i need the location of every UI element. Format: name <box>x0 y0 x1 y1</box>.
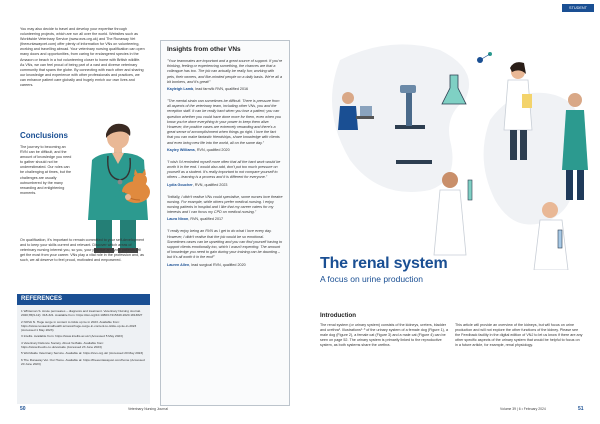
conclusions-paragraph-2: On qualification, it's important to remain committed to your self-development and to keep your skills current and relevant. Discover which areas of veterinary nursing interest you, so you, your practice and your patients will get the most from your career. VNs play a vital role in the profession and, as such, we all deserve to feel proud, motivated and empowered. <box>20 238 145 263</box>
reference-item: 2 NOVA N. Huge surge in content to tickle up tie in 2023. Available from: https://www.novaanimalhealth.ie/news/huge-surge-in-content-to-tickle-up-tie-in-2023 (Accessed 1 May 2023) <box>21 319 137 333</box>
conclusions-heading: Conclusions <box>20 131 69 140</box>
insight-quote: "I wish I'd reminded myself more often that all the hard work would be worth it in the end. I would also add, don't put too much pressure on yourself as a student. It's really important to not compare yourself to others – learning is a process and it is different for everyone." <box>167 159 281 180</box>
intro-column-1: The renal system (or urinary system) consists of the kidneys, ureters, bladder and urethra¹. Illustrations¹⁻³ of the urinary system of a female dog (Figure 1), a male dog (Figure 2), a female cat (Figure 3) and a male cat (Figure 4) can be seen on page 52. The urinary system is primarily linked to the reproductive system, as both systems share the urethra. <box>320 323 448 348</box>
reference-item: 1 Whiteman S. Acute permeates – diagnosis and treatment. Veterinary Nursing Journal. 2020;35(9-12): 318-321. Available from: https://doi.org/10.1080/17415349.2020.1813827 <box>21 309 143 318</box>
reference-item: 6 The Runaway Vet. Our Home. Available at: https://theeuntawayvet.com/home (Accessed 20 June 2023) <box>21 357 145 366</box>
insight-name: Kayleigh Lamb <box>167 87 194 92</box>
insight-role: , lead farm/ik RVN, qualified 2016 <box>193 87 249 92</box>
references-box <box>17 294 150 404</box>
insight-attribution <box>167 87 283 92</box>
insight-quote: "Initially, I didn't realise VNs could specialise, some nurses love theatre nursing. For example, while others prefer medical nursing. I enjoy nursing patients in hospital and I like that my career caters for my interests and I can focus my CPD on medical nursing." <box>167 194 283 215</box>
insight-attribution <box>167 263 283 268</box>
introduction-heading: Introduction <box>320 312 357 319</box>
insight-attribution <box>167 148 283 153</box>
insight-name: Laura Nixon <box>167 217 189 222</box>
insight-name: Kayley Williams <box>167 147 195 152</box>
insight-role: , RVN, qualified 2023 <box>192 182 228 187</box>
insight-quote: "Your teammates are important and a great source of support. If you're thinking, feeling or experiencing something, the chances are that a colleague has too. The job can actually be really fun; working with pets, their owners, and like-minded people on a daily basis. We're all a bit bonkers, and it's great!" <box>167 59 283 84</box>
vet-nurse-illustration <box>70 120 160 255</box>
reference-item: 3 Intellis. Available from: https://www.intellis.ac.uk/ (Accessed 5 May 2023) <box>21 334 123 339</box>
insight-role: , RVN, qualified 2020 <box>194 147 230 152</box>
right-page <box>300 0 600 424</box>
insight-attribution <box>167 217 283 222</box>
insight-attribution <box>167 183 283 188</box>
insights-box <box>160 40 290 406</box>
page-number: 50 <box>20 406 26 412</box>
insight-quote: "I really enjoy being an RVN as I get to do what I love every day. However, I didn't realise that the job would be so emotional. Sometimes cases can be upsetting and you can find yourself having to support clients emotionally too, which I wasn't expecting. The amount of knowledge you need to gain during your training can be daunting – but it's all worth it in the end!" <box>167 229 283 260</box>
article-subtitle: A focus on urine production <box>320 274 424 284</box>
insight-name: Lydia Goucher <box>167 182 193 187</box>
article-title: The renal system <box>320 255 448 272</box>
journal-name: Veterinary Nursing Journal <box>128 407 168 411</box>
page-number: 51 <box>578 406 584 412</box>
insight-quote: "The mental strain can sometimes be difficult. There is pressure from all aspects of the veterinary team, including other VNs, you and the reception staff. It can be really hard when you lose a patient; you can question whether you could have done more for them, even when you know you've done everything in your power to keep them alive. However, the positive cases are extremely rewarding and there's a great sense of accomplishment when things go right. I love the fact that you can make fantastic friendships, share knowledge with clients and even bring new life into the world, all on the same day." <box>167 99 281 145</box>
intro-paragraph: You may also decide to travel and develop your expertise through volunteering projects, which are run all over the world. Websites such as Worldwide Veterinary Service (www.wvs.org.uk) and The Runaway Vet (theeuntawayvet.com) offer plenty of information for VNs on volunteering, working and travelling abroad. Your veterinary nursing qualification can open many doors and opportunities, from caring for endangered species in the Amazon or beach in a hut volunteering closer to home with British wildlife. As VNs, we can feel proud of being part of a vast and diverse veterinary community that spans the globe. By connecting with each other and sharing our knowledge and experience with other professionals and practices, we can enhance patient care globally and hugely enrich our own lives and careers. <box>20 27 145 88</box>
intro-column-2: This article will provide an overview of the kidneys, but will focus on urine production and will not explore the other functions of the kidney. Please see the Feedback facility in the digital edition of VNJ to let us know if there are any other specific aspects of the urinary system that would be helpful to focus on in a future article, for example, renal physiology. <box>455 323 583 348</box>
conclusions-paragraph-1: The journey to becoming an RVN can be difficult, and the amount of knowledge you need to gather should not be underestimated. Our roles can be challenging at times, but the challenges are usually outnumbered by the many rewarding and enlightening moments. <box>20 145 72 195</box>
insight-role: , RVN, qualified 2017 <box>188 217 224 222</box>
volume-info: Volume 39 | 6 • February 2024 <box>500 407 546 411</box>
section-badge: STUDENT <box>562 4 594 12</box>
insight-role: , lead surgical RVN, qualified 2020 <box>189 262 246 267</box>
hero-illustration <box>300 30 600 270</box>
reference-item: 4 Veterinary Defence Society. About VetSafe. Available from: https://www.thevds.co.uk/vetsafe (Accessed 23 June 2023) <box>21 340 104 350</box>
references-heading: REFERENCES <box>17 294 150 305</box>
references-list <box>17 305 150 366</box>
left-footer <box>20 407 26 412</box>
insight-name: Lauren Allen <box>167 262 190 267</box>
right-footer <box>578 407 584 412</box>
insights-title: Insights from other VNs <box>167 46 241 53</box>
reference-item: 5 Worldwide Veterinary Service. Available at: https://wvs.org.uk/ (Accessed 20 May 2023) <box>21 351 144 356</box>
